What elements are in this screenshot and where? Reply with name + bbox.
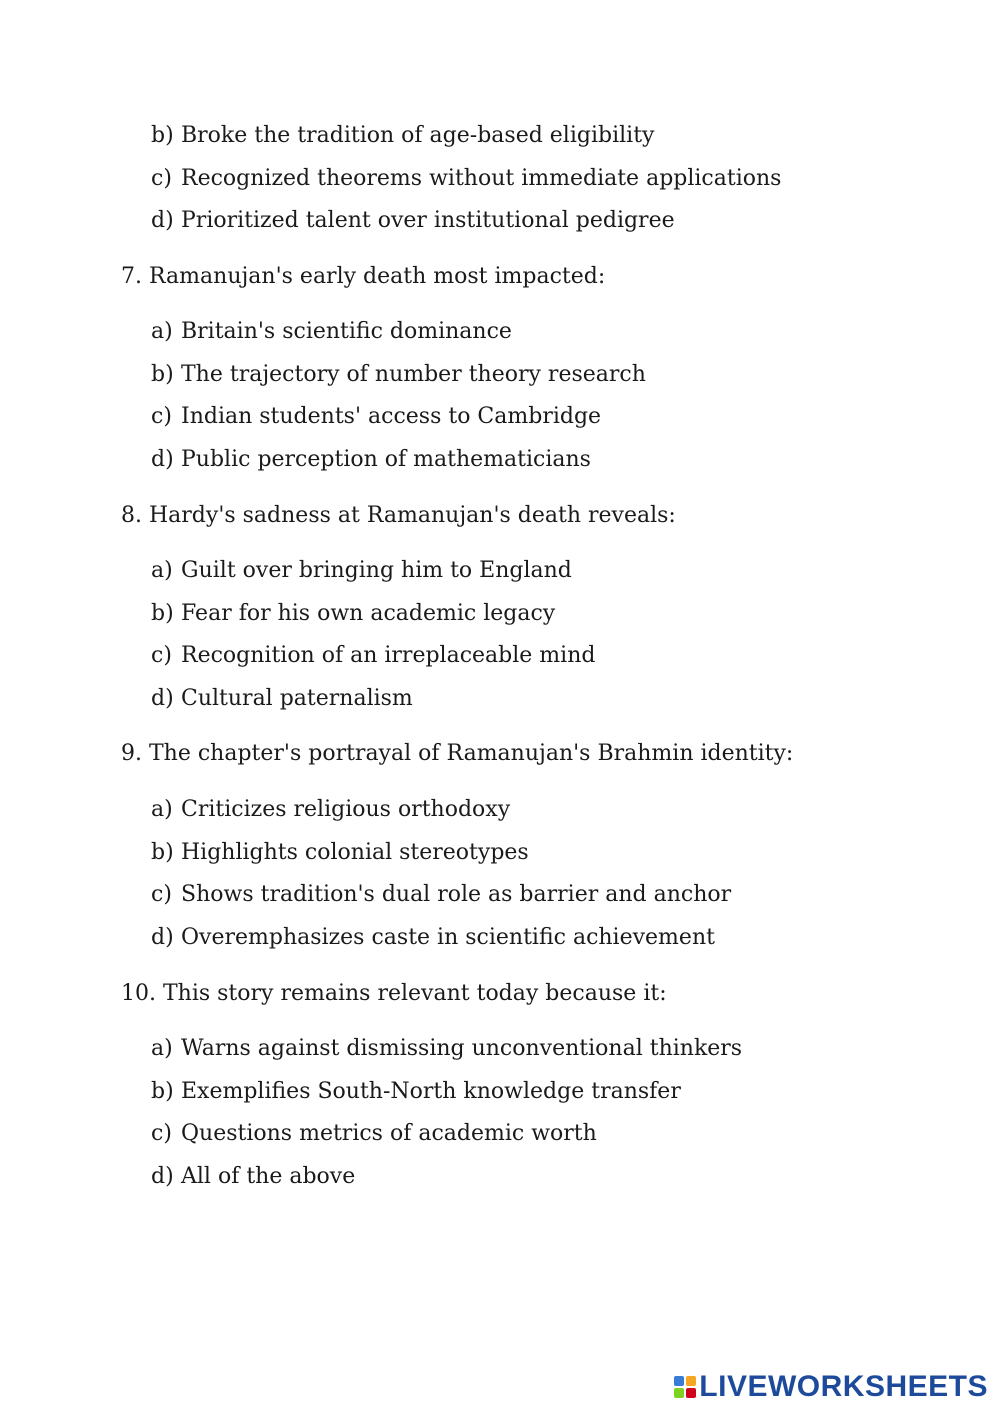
- logo-square: [686, 1388, 696, 1398]
- option-10c[interactable]: c) Questions metrics of academic worth: [151, 1121, 597, 1146]
- liveworksheets-wordmark: LIVEWORKSHEETS: [699, 1370, 988, 1403]
- option-9a[interactable]: a) Criticizes religious orthodoxy: [151, 797, 511, 822]
- option-9b[interactable]: b) Highlights colonial stereotypes: [151, 840, 529, 865]
- question-8-stem: 8. Hardy's sadness at Ramanujan's death reveals:: [121, 503, 676, 528]
- liveworksheets-logo-icon: [674, 1376, 696, 1398]
- option-7a[interactable]: a) Britain's scientific dominance: [151, 319, 512, 344]
- liveworksheets-logo[interactable]: [674, 1370, 988, 1404]
- option-6b[interactable]: b) Broke the tradition of age-based eligibility: [151, 123, 655, 148]
- question-7-stem: 7. Ramanujan's early death most impacted:: [121, 264, 606, 289]
- option-10a[interactable]: a) Warns against dismissing unconventional thinkers: [151, 1036, 743, 1061]
- question-9-stem: 9. The chapter's portrayal of Ramanujan's Brahmin identity:: [121, 741, 794, 766]
- option-8a[interactable]: a) Guilt over bringing him to England: [151, 558, 572, 583]
- option-9d[interactable]: d) Overemphasizes caste in scientific achievement: [151, 925, 715, 950]
- logo-square: [674, 1376, 684, 1386]
- option-6d[interactable]: d) Prioritized talent over institutional pedigree: [151, 208, 675, 233]
- option-7d[interactable]: d) Public perception of mathematicians: [151, 447, 591, 472]
- option-10b[interactable]: b) Exemplifies South-North knowledge transfer: [151, 1079, 681, 1104]
- option-8c[interactable]: c) Recognition of an irreplaceable mind: [151, 643, 596, 668]
- logo-square: [686, 1376, 696, 1386]
- logo-square: [674, 1388, 684, 1398]
- option-7c[interactable]: c) Indian students' access to Cambridge: [151, 404, 602, 429]
- option-6c[interactable]: c) Recognized theorems without immediate applications: [151, 166, 782, 191]
- option-9c[interactable]: c) Shows tradition's dual role as barrier and anchor: [151, 882, 732, 907]
- question-10-stem: 10. This story remains relevant today because it:: [121, 981, 667, 1006]
- option-10d[interactable]: d) All of the above: [151, 1164, 356, 1189]
- option-8b[interactable]: b) Fear for his own academic legacy: [151, 601, 556, 626]
- option-8d[interactable]: d) Cultural paternalism: [151, 686, 413, 711]
- option-7b[interactable]: b) The trajectory of number theory research: [151, 362, 646, 387]
